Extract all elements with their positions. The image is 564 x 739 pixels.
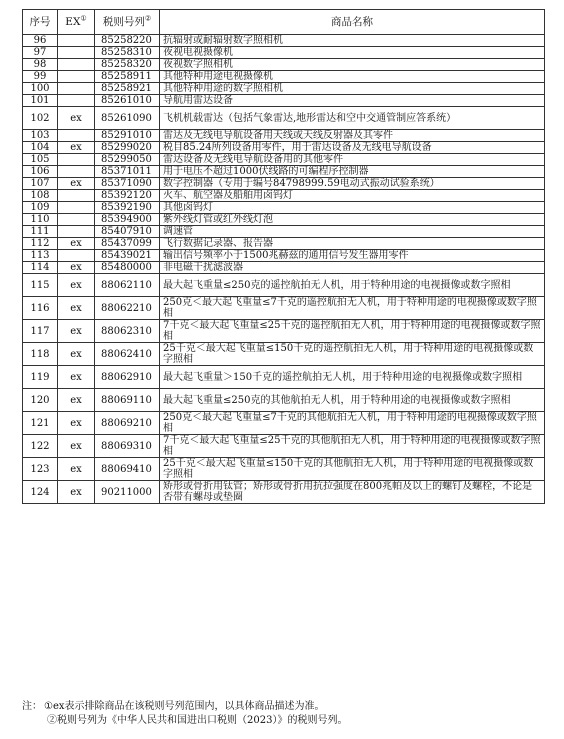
cell-name: 25千克＜最大起飞重量≤150千克的遥控航拍无人机，用于特种用途的电视摄像或数字照相 xyxy=(160,343,545,366)
cell-code: 88062310 xyxy=(95,320,160,343)
cell-code: 85371011 xyxy=(95,166,160,178)
cell-seq: 108 xyxy=(23,190,58,202)
cell-ex xyxy=(58,190,95,202)
cell-name: 最大起飞重量≤250克的其他航拍无人机，用于特种用途的电视摄像或数字照相 xyxy=(160,389,545,412)
cell-ex: ex xyxy=(58,435,95,458)
footnotes xyxy=(22,700,552,728)
cell-code: 88062910 xyxy=(95,366,160,389)
cell-code: 85291010 xyxy=(95,130,160,142)
table-row xyxy=(23,59,545,71)
cell-name: 用于电压不超过1000伏线路的可编程序控制器 xyxy=(160,166,545,178)
cell-seq: 120 xyxy=(23,389,58,412)
footnote-mark-2: ② xyxy=(144,14,152,22)
table-row xyxy=(23,343,545,366)
cell-seq: 110 xyxy=(23,214,58,226)
cell-name: 夜视电视摄像机 xyxy=(160,47,545,59)
table-row xyxy=(23,412,545,435)
cell-code: 85261010 xyxy=(95,95,160,107)
table-row xyxy=(23,320,545,343)
cell-seq: 111 xyxy=(23,226,58,238)
cell-ex xyxy=(58,214,95,226)
cell-code: 88069410 xyxy=(95,458,160,481)
cell-name: 其他特种用途电视摄像机 xyxy=(160,71,545,83)
table-row xyxy=(23,142,545,154)
cell-code: 85258310 xyxy=(95,47,160,59)
cell-ex: ex xyxy=(58,107,95,130)
cell-seq: 97 xyxy=(23,47,58,59)
table-row xyxy=(23,190,545,202)
cell-seq: 117 xyxy=(23,320,58,343)
table-row xyxy=(23,83,545,95)
cell-ex xyxy=(58,59,95,71)
cell-ex: ex xyxy=(58,320,95,343)
cell-name: 雷达设备及无线电导航设备用的其他零件 xyxy=(160,154,545,166)
table-row xyxy=(23,297,545,320)
cell-name: 250克＜最大起飞重量≤7千克的遥控航拍无人机，用于特种用途的电视摄像或数字照相 xyxy=(160,297,545,320)
cell-code: 85407910 xyxy=(95,226,160,238)
cell-code: 85394900 xyxy=(95,214,160,226)
cell-name: 250克＜最大起飞重量≤7千克的其他航拍无人机，用于特种用途的电视摄像或数字照相 xyxy=(160,412,545,435)
cell-ex xyxy=(58,35,95,47)
cell-name: 数字控制器（专用于编号84798999.59电动式振动试验系统） xyxy=(160,178,545,190)
cell-seq: 105 xyxy=(23,154,58,166)
table-row xyxy=(23,71,545,83)
cell-name: 紫外线灯管或红外线灯泡 xyxy=(160,214,545,226)
cell-ex xyxy=(58,202,95,214)
cell-seq: 109 xyxy=(23,202,58,214)
cell-ex: ex xyxy=(58,343,95,366)
cell-seq: 112 xyxy=(23,238,58,250)
cell-ex xyxy=(58,130,95,142)
cell-ex: ex xyxy=(58,366,95,389)
header-name: 商品名称 xyxy=(160,10,545,35)
cell-name: 其他卤钨灯 xyxy=(160,202,545,214)
cell-seq: 116 xyxy=(23,297,58,320)
cell-name: 税目85.24所列设备用零件，用于雷达设备及无线电导航设备 xyxy=(160,142,545,154)
cell-name: 矫形或骨折用钛管；矫形或骨折用抗拉强度在800兆帕及以上的螺钉及螺栓，不论是否带有螺母或垫圈 xyxy=(160,481,545,504)
cell-code: 85258220 xyxy=(95,35,160,47)
cell-seq: 119 xyxy=(23,366,58,389)
cell-code: 85299050 xyxy=(95,154,160,166)
note-1: ①ex表示排除商品在该税则号列范围内，以具体商品描述为准。 xyxy=(44,701,325,712)
cell-seq: 103 xyxy=(23,130,58,142)
cell-ex xyxy=(58,71,95,83)
table-row xyxy=(23,458,545,481)
table-row xyxy=(23,47,545,59)
cell-seq: 107 xyxy=(23,178,58,190)
header-code: 税则号列② xyxy=(95,10,160,35)
table-row xyxy=(23,274,545,297)
table-row xyxy=(23,178,545,190)
cell-code: 85299020 xyxy=(95,142,160,154)
header-ex: EX① xyxy=(58,10,95,35)
cell-name: 抗辐射或耐辐射数字照相机 xyxy=(160,35,545,47)
cell-seq: 118 xyxy=(23,343,58,366)
cell-ex: ex xyxy=(58,481,95,504)
cell-ex xyxy=(58,47,95,59)
cell-seq: 100 xyxy=(23,83,58,95)
table-row xyxy=(23,238,545,250)
cell-seq: 106 xyxy=(23,166,58,178)
goods-table xyxy=(22,9,545,504)
cell-code: 85258320 xyxy=(95,59,160,71)
cell-seq: 124 xyxy=(23,481,58,504)
cell-code: 88062110 xyxy=(95,274,160,297)
header-seq: 序号 xyxy=(23,10,58,35)
cell-name: 最大起飞重量＞150千克的遥控航拍无人机，用于特种用途的电视摄像或数字照相 xyxy=(160,366,545,389)
cell-ex xyxy=(58,95,95,107)
table-row xyxy=(23,262,545,274)
cell-seq: 113 xyxy=(23,250,58,262)
note-2: ②税则号列为《中华人民共和国进出口税则（2023）》的税则号列。 xyxy=(47,715,348,726)
table-row xyxy=(23,166,545,178)
cell-seq: 123 xyxy=(23,458,58,481)
cell-code: 85258911 xyxy=(95,71,160,83)
table-row xyxy=(23,202,545,214)
cell-code: 88062410 xyxy=(95,343,160,366)
cell-ex xyxy=(58,250,95,262)
table-row xyxy=(23,481,545,504)
cell-ex xyxy=(58,226,95,238)
cell-name: 7千克＜最大起飞重量≤25千克的其他航拍无人机，用于特种用途的电视摄像或数字照相 xyxy=(160,435,545,458)
cell-ex: ex xyxy=(58,297,95,320)
table-row xyxy=(23,366,545,389)
table-row xyxy=(23,154,545,166)
cell-name: 导航用雷达设备 xyxy=(160,95,545,107)
cell-code: 90211000 xyxy=(95,481,160,504)
table-row xyxy=(23,435,545,458)
table-row xyxy=(23,389,545,412)
cell-code: 85392120 xyxy=(95,190,160,202)
cell-seq: 98 xyxy=(23,59,58,71)
cell-code: 88062210 xyxy=(95,297,160,320)
table-row xyxy=(23,214,545,226)
table-row xyxy=(23,226,545,238)
cell-seq: 115 xyxy=(23,274,58,297)
cell-code: 85392190 xyxy=(95,202,160,214)
cell-seq: 99 xyxy=(23,71,58,83)
cell-seq: 121 xyxy=(23,412,58,435)
table-row xyxy=(23,250,545,262)
cell-name: 夜视数字照相机 xyxy=(160,59,545,71)
cell-name: 7千克＜最大起飞重量≤25千克的遥控航拍无人机，用于特种用途的电视摄像或数字照相 xyxy=(160,320,545,343)
cell-seq: 122 xyxy=(23,435,58,458)
cell-ex: ex xyxy=(58,274,95,297)
cell-name: 25千克＜最大起飞重量≤150千克的其他航拍无人机，用于特种用途的电视摄像或数字照相 xyxy=(160,458,545,481)
cell-ex: ex xyxy=(58,178,95,190)
cell-ex xyxy=(58,83,95,95)
cell-seq: 102 xyxy=(23,107,58,130)
table-header-row xyxy=(23,10,545,35)
cell-ex: ex xyxy=(58,389,95,412)
cell-name: 火车、航空器及船舶用卤钨灯 xyxy=(160,190,545,202)
cell-code: 88069110 xyxy=(95,389,160,412)
notes-label: 注： xyxy=(22,701,42,712)
cell-name: 雷达及无线电导航设备用天线或天线反射器及其零件 xyxy=(160,130,545,142)
cell-seq: 96 xyxy=(23,35,58,47)
cell-ex xyxy=(58,166,95,178)
cell-name: 输出信号频率小于1500兆赫兹的通用信号发生器用零件 xyxy=(160,250,545,262)
cell-ex xyxy=(58,154,95,166)
cell-code: 85480000 xyxy=(95,262,160,274)
cell-ex: ex xyxy=(58,412,95,435)
cell-code: 88069310 xyxy=(95,435,160,458)
cell-ex: ex xyxy=(58,142,95,154)
cell-ex: ex xyxy=(58,238,95,250)
table-row xyxy=(23,130,545,142)
cell-name: 飞行数据记录器、报告器 xyxy=(160,238,545,250)
table-row xyxy=(23,35,545,47)
cell-code: 88069210 xyxy=(95,412,160,435)
cell-seq: 101 xyxy=(23,95,58,107)
cell-name: 最大起飞重量≤250克的遥控航拍无人机，用于特种用途的电视摄像或数字照相 xyxy=(160,274,545,297)
cell-seq: 114 xyxy=(23,262,58,274)
cell-seq: 104 xyxy=(23,142,58,154)
cell-code: 85439021 xyxy=(95,250,160,262)
cell-code: 85261090 xyxy=(95,107,160,130)
footnote-mark-1: ① xyxy=(80,14,87,22)
cell-ex: ex xyxy=(58,458,95,481)
cell-code: 85437099 xyxy=(95,238,160,250)
table-body xyxy=(23,35,545,504)
table-row xyxy=(23,107,545,130)
cell-code: 85258921 xyxy=(95,83,160,95)
cell-name: 飞机机载雷达（包括气象雷达,地形雷达和空中交通管制应答系统） xyxy=(160,107,545,130)
cell-ex: ex xyxy=(58,262,95,274)
cell-name: 其他特种用途的数字照相机 xyxy=(160,83,545,95)
cell-code: 85371090 xyxy=(95,178,160,190)
cell-name: 调速管 xyxy=(160,226,545,238)
table-row xyxy=(23,95,545,107)
cell-name: 非电磁干扰滤波器 xyxy=(160,262,545,274)
